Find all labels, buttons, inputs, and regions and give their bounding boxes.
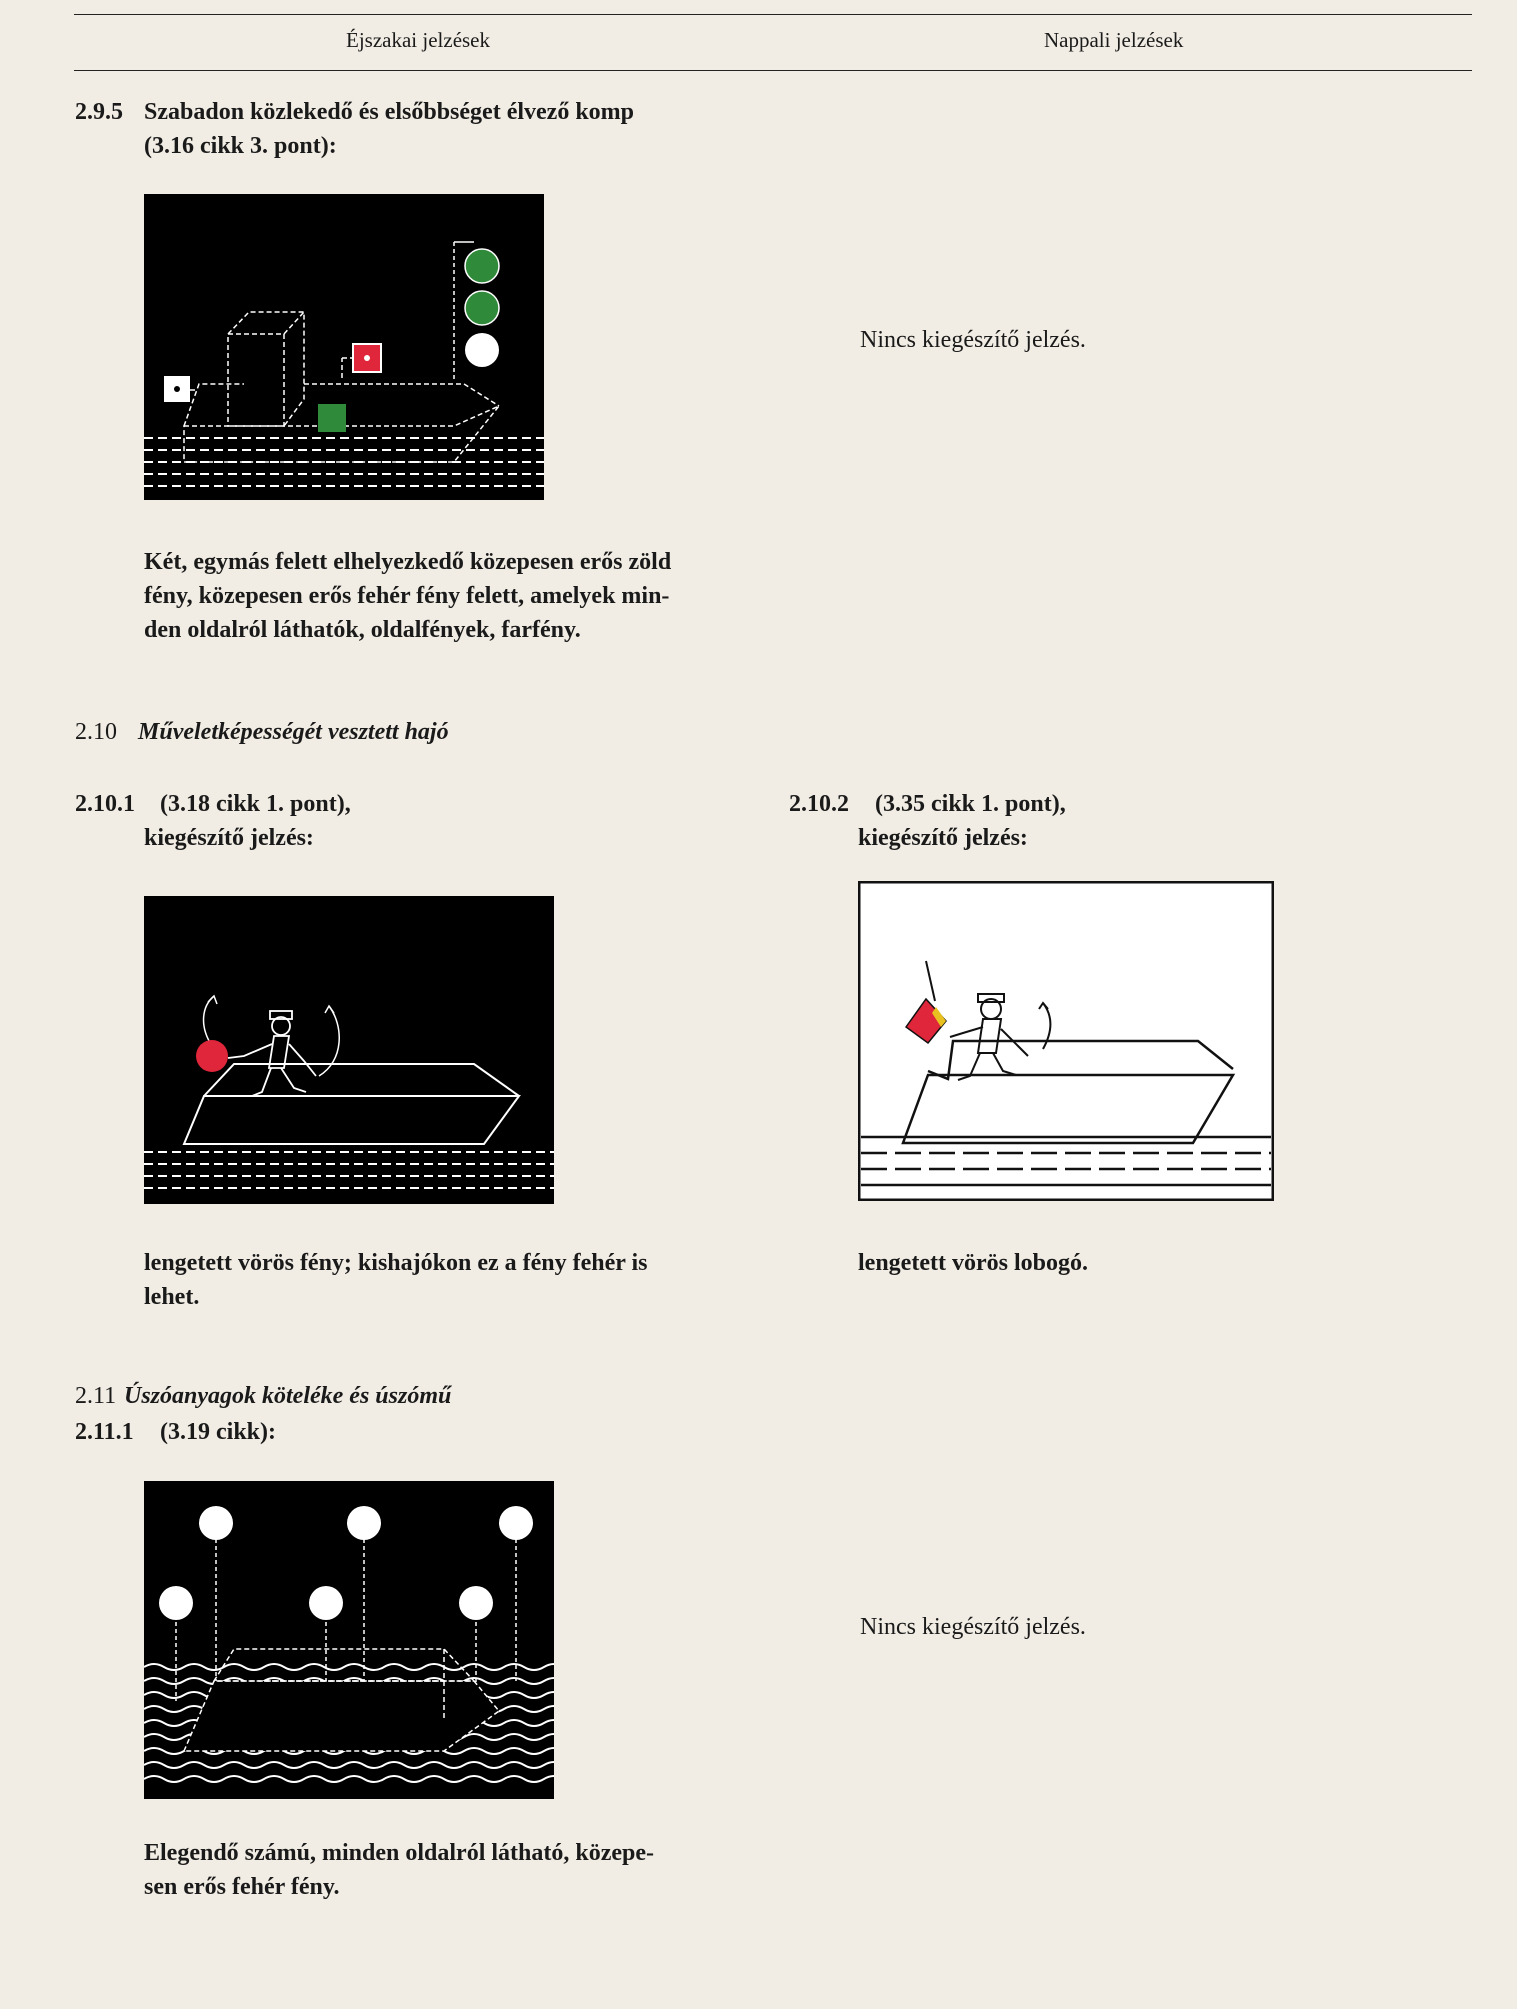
section-2-10-2-caption: lengetett vörös lobogó. <box>858 1250 1088 1276</box>
section-2-10-2-ref: (3.35 cikk 1. pont), <box>875 791 1066 817</box>
green-light-lower <box>465 291 499 325</box>
section-2-10-2-subtitle: kiegészítő jelzés: <box>858 825 1028 851</box>
white-light <box>465 333 499 367</box>
white-light-6 <box>459 1586 493 1620</box>
section-2-11-1-caption-line1: Elegendő számú, minden oldalról látható, közepe- <box>144 1840 655 1866</box>
section-2-9-5-title: Szabadon közlekedő és elsőbbséget élvező komp <box>144 99 635 125</box>
section-2-10-1-subtitle: kiegészítő jelzés: <box>144 825 314 851</box>
white-light-2 <box>347 1506 381 1540</box>
red-swung-light <box>196 1040 228 1072</box>
section-2-9-5-caption-line2: fény, közepesen erős fehér fény felett, amelyek min- <box>144 583 670 609</box>
section-2-10-1-caption-line1: lengetett vörös fény; kishajókon ez a fény fehér is <box>144 1250 648 1276</box>
green-light-upper <box>465 249 499 283</box>
white-light-1 <box>199 1506 233 1540</box>
section-2-10-1-ref: (3.18 cikk 1. pont), <box>160 791 351 817</box>
section-2-11-number: 2.11 <box>75 1383 117 1409</box>
section-2-10-2-number: 2.10.2 <box>789 791 849 817</box>
section-2-10-title: Műveletképességét vesztett hajó <box>138 719 449 745</box>
white-light-5 <box>309 1586 343 1620</box>
top-rule <box>74 14 1472 15</box>
section-2-10-1-caption-line2: lehet. <box>144 1284 200 1310</box>
section-2-9-5-caption-line1: Két, egymás felett elhelyezkedő közepesen erős zöld <box>144 549 672 575</box>
white-light-4 <box>159 1586 193 1620</box>
section-2-9-5-number: 2.9.5 <box>75 99 123 125</box>
white-light-3 <box>499 1506 533 1540</box>
section-2-10-1-number: 2.10.1 <box>75 791 135 817</box>
header-rule <box>74 70 1472 71</box>
green-side-light <box>318 404 346 432</box>
section-2-11-1-caption-line2: sen erős fehér fény. <box>144 1874 340 1900</box>
section-2-10-number: 2.10 <box>75 719 117 745</box>
section-2-11-1-ref: (3.19 cikk): <box>160 1419 276 1445</box>
figure-ferry-night-lights <box>144 194 544 500</box>
header-day-label: Nappali jelzések <box>1044 28 1184 52</box>
figure-disabled-vessel-day <box>858 881 1274 1201</box>
section-2-9-5-caption-line3: den oldalról láthatók, oldalfények, farfény. <box>144 617 581 643</box>
figure-floating-convoy-night <box>144 1481 554 1799</box>
section-2-11-title: Úszóanyagok köteléke és úszómű <box>124 1383 452 1409</box>
section-2-9-5-day-text: Nincs kiegészítő jelzés. <box>860 327 1086 353</box>
figure-disabled-vessel-night <box>144 896 554 1204</box>
section-2-11-1-day-text: Nincs kiegészítő jelzés. <box>860 1614 1086 1640</box>
section-2-11-1-number: 2.11.1 <box>75 1419 134 1445</box>
section-2-9-5-ref: (3.16 cikk 3. pont): <box>144 133 337 159</box>
header-night-label: Éjszakai jelzések <box>346 28 491 52</box>
